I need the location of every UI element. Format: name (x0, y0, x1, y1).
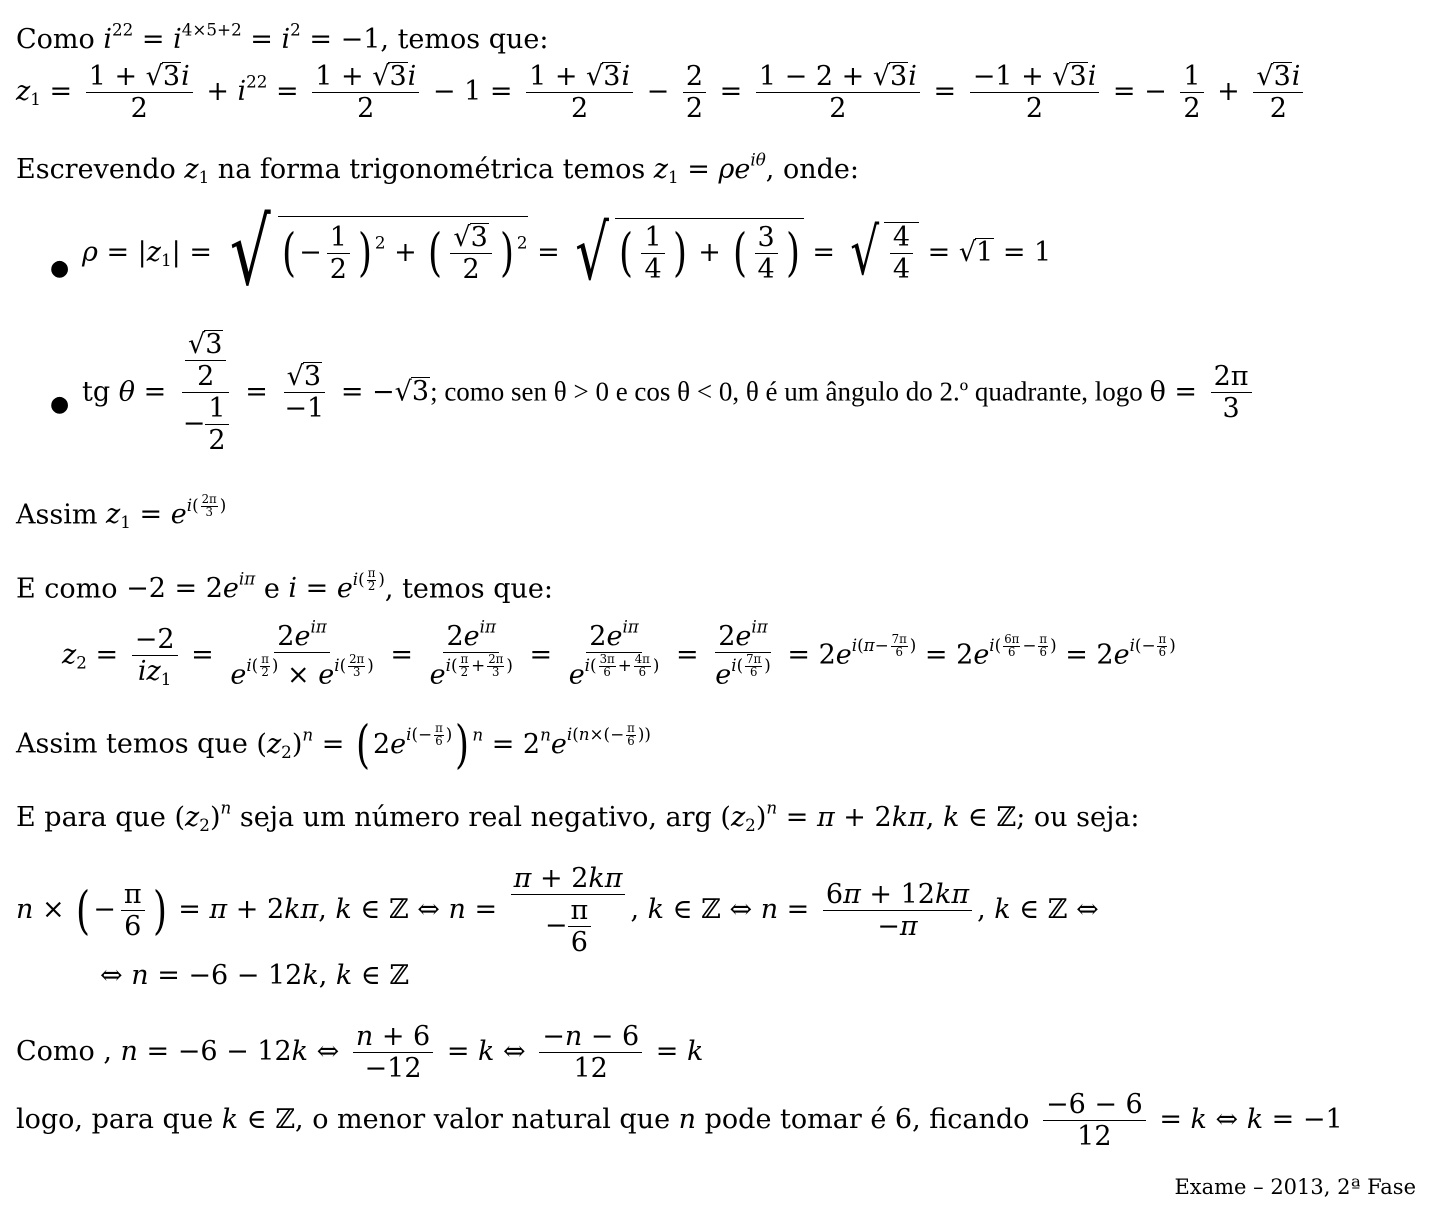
neg-mid: seja um número real negativo, (231, 802, 666, 833)
trig-mid: na forma trigonométrica temos (209, 154, 654, 185)
intro-line (16, 19, 549, 55)
real-negative-line (16, 797, 1140, 836)
k-in-z: k ∈ ℤ (221, 1104, 296, 1136)
ecomo-lead: E como (16, 573, 127, 605)
neg-lead: E para que (16, 802, 175, 833)
ecomo-tail: , temos que: (384, 573, 553, 605)
tg-text: ; como sen θ > 0 e cos θ < 0, θ é um ângulo do 2.º quadrante, logo (430, 376, 1150, 407)
ecomo-formula2: $i = e^{i( \frac{\pi}{2} )}$ (288, 566, 385, 605)
intro-lead: Como (16, 24, 104, 55)
intro-tail: , temos que: (380, 24, 549, 55)
assim1-lead: Assim (16, 499, 107, 531)
rho-equation: $\rho = |z_1|$ = √ ( − $\frac{1}{2}$ ) $^2$ + ( $\frac{√3}{2}$ ) $^2$ = √ ( $\frac{1}{4}$ ) + ( $\frac{3}{4}$ ) = √ $\frac{4}{4}$ = √1 = 1 (82, 199, 1052, 306)
z1-symbol: $z_1$ (184, 154, 210, 188)
assim2-formula: $(z_2)^n$ = ( $2e^{i(- \frac{\pi}{6} )}$) $^n = 2^ne^{i(n\times(- \frac{\pi}{6} ))}$ (256, 715, 651, 775)
z1-equation: $z_1$ = $\frac{1 + √3i}{2}$ + $i^{22}$ = $\frac{1 + √3i}{2}$ − 1 = $\frac{1 + √3i}{2}$ − $\frac{2}{2}$ = $\frac{1 - 2 + √3i}{2}$ = $\frac{-1 + √3i}{2}$ = − $\frac{1}{2}$ + $\frac{√3i}{2}$ (16, 62, 1308, 123)
como-formula: n = −6 − 12k ⇔ $\frac{n + 6}{-12}$ = k ⇔ $\frac{-n - 6}{12}$ = k (120, 1021, 704, 1085)
last-formula: $\frac{-6 - 6}{12}$ = k ⇔ k = −1 (1038, 1104, 1343, 1135)
trig-lead: Escrevendo (16, 154, 185, 185)
n-symbol: n (678, 1104, 697, 1136)
como-lead: Como , (16, 1036, 121, 1068)
ecomo-mid: e (255, 573, 289, 605)
trig-tail: , onde: (765, 154, 859, 185)
intro-formula: $i^{22} = i^{4\times 5+2} = i^2 = -1$ (103, 19, 381, 55)
como-k-line (16, 1022, 703, 1083)
n-equation-1: n × ( − $\frac{\pi}{6}$ ) = π + 2kπ, k ∈ ℤ ⇔ n = π + 2kπ − $\frac{\pi}{6}$ , k ∈ ℤ ⇔ n = $\frac{6\pi + 12k\pi}{-\pi}$ , k ∈ ℤ ⇔ (16, 863, 1099, 959)
last-mid2: pode tomar é 6, ficando (696, 1104, 1038, 1136)
assim-z2n-line (16, 715, 651, 775)
n-equation-2: ⇔ n = −6 − 12k, k ∈ ℤ (100, 960, 410, 991)
tg-equation: tg θ = $\frac{√3}{2}$ − $\frac{1}{2}$ = $\frac{√3}{-1}$ = −√3; como sen θ > 0 e cos θ < 0, θ é um ângulo do 2.º quadrante, logo θ = $\frac{2\pi}{3}$ (82, 330, 1257, 456)
last-mid: , o menor valor natural que (295, 1104, 679, 1136)
neg-tail: ; ou seja: (1016, 802, 1140, 833)
z2-equation: $z_2$ = $\frac{-2}{iz_1}$ = $2e^{i\pi}$ $e^{i( \frac{\pi}{2} )} \times e^{i( \frac{2\pi}{3} )}$ = $2e^{i\pi}$ $e^{i( \frac{\pi}{2} + \frac{2\pi}{3} )}$ = $2e^{i\pi}$ $e^{i( \frac{3\pi}{6} + \frac{4\pi}{6} )}$ = $2e^{i\pi}$ $e^{i( \frac{7\pi}{6} )}$ = $2e^{i(\pi- \frac{7\pi}{6} )} = 2e^{i( \frac{6\pi}{6} - \frac{\pi}{6} )} = 2e^{i(- \frac{\pi}{6} )}$ (62, 616, 1176, 691)
ecomo-formula1: $-2 = 2e^{i\pi}$ (126, 568, 256, 605)
assim1-formula: $z_1 = e^{i( \frac{2\pi}{3} )}$ (106, 492, 227, 533)
assim-z1-line (16, 492, 227, 533)
e-como-line (16, 568, 553, 604)
assim2-lead: Assim temos que (16, 728, 257, 760)
trig-formula: $z_1 = \rho e^{i\theta}$ (653, 149, 766, 188)
last-lead: logo, para que (16, 1104, 222, 1136)
neg-formula2: arg $(z_2)^n = \pi + 2k\pi$, k ∈ ℤ (665, 797, 1017, 836)
bullet-2: ● (50, 392, 70, 417)
neg-formula1: $(z_2)^n$ (174, 797, 232, 836)
source-footer: Exame – 2013, 2ª Fase (1174, 1175, 1416, 1199)
bullet-1: ● (50, 256, 70, 281)
conclusion-line (16, 1090, 1343, 1151)
trig-form-line (16, 149, 859, 188)
